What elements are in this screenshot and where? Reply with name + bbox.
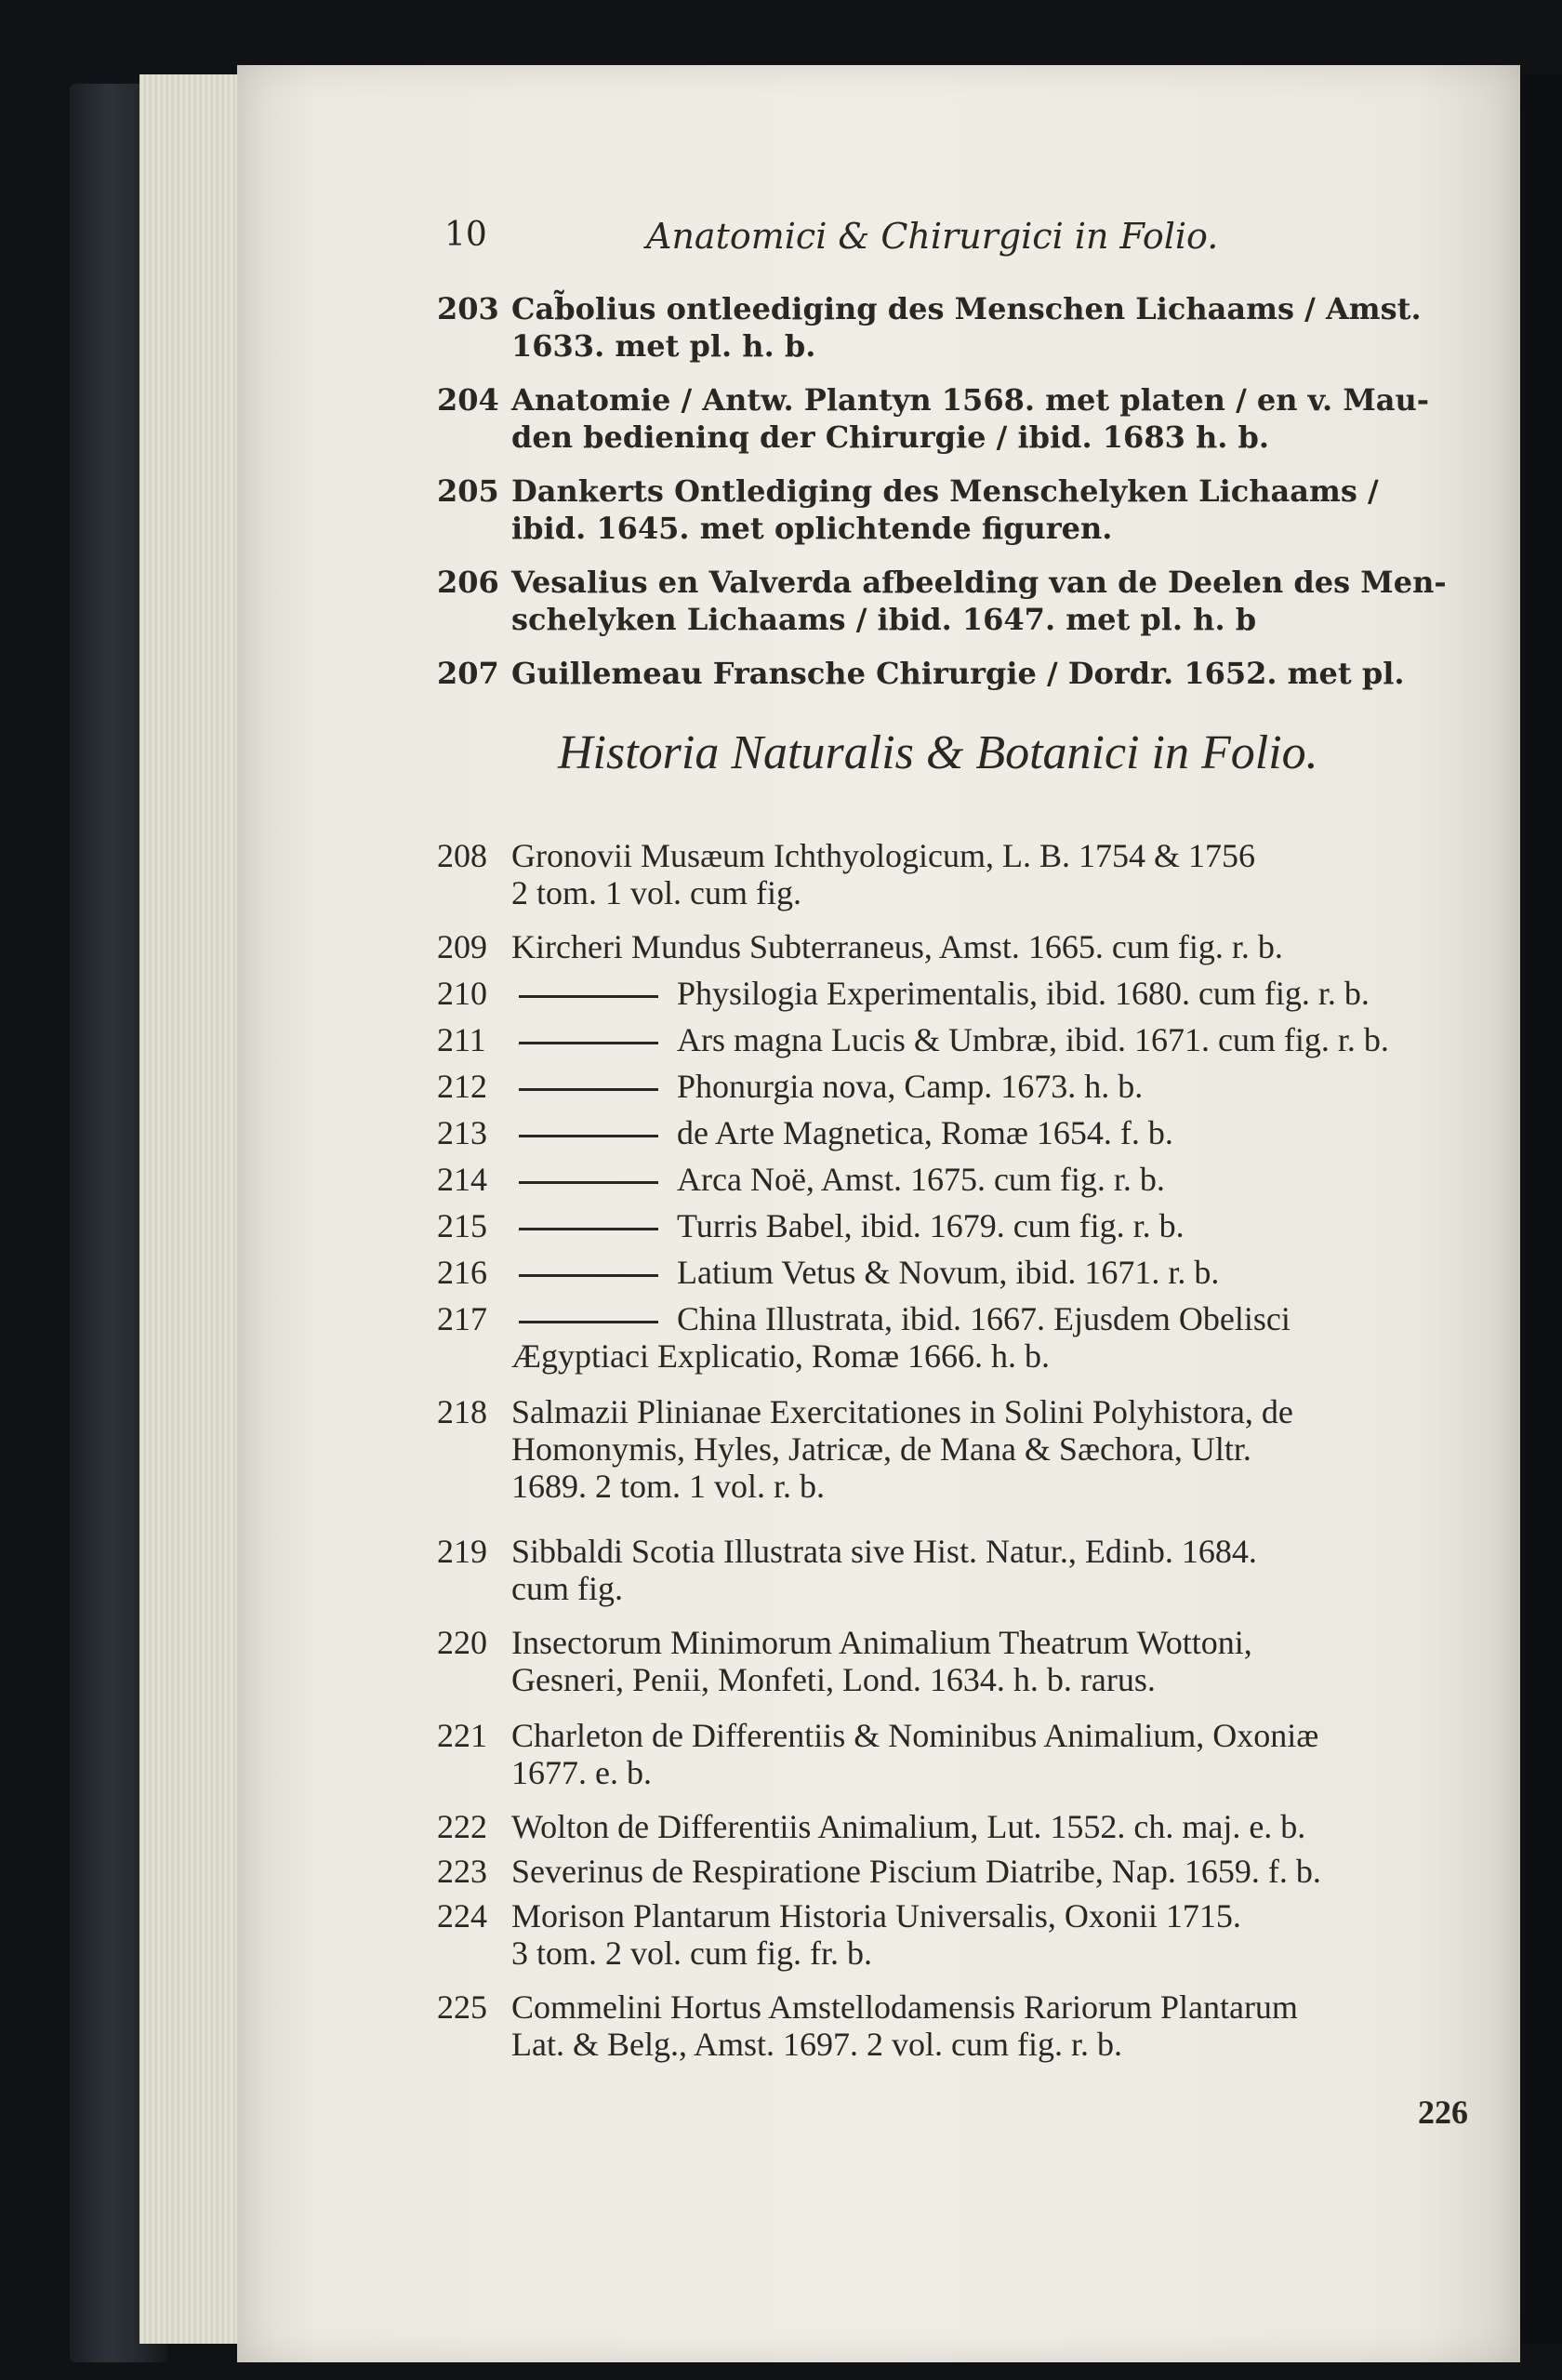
entry-line-text: China Illustrata, ibid. 1667. Ejusdem Obelisci: [677, 1300, 1291, 1337]
ditto-dash: [519, 1088, 658, 1091]
entry-number: 224: [437, 1897, 487, 1935]
entry-line: Severinus de Respiratione Piscium Diatribe, Nap. 1659. f. b.: [511, 1853, 1321, 1890]
entry-line: ibid. 1645. met oplichtende figuren.: [511, 511, 1113, 546]
ditto-dash: [519, 995, 658, 998]
entry-line: Cab̃olius ontleediging des Menschen Lichaams / Amst.: [511, 291, 1422, 326]
entry-description: [511, 1808, 1534, 1845]
entry-line: Gronovii Musæum Ichthyologicum, L. B. 1754 & 1756: [511, 837, 1255, 874]
entry-number: 213: [437, 1114, 487, 1151]
entry-description: [511, 655, 1534, 692]
entry-line-text: de Arte Magnetica, Romæ 1654. f. b.: [677, 1114, 1173, 1151]
entry-number: 206: [437, 565, 499, 600]
entry-line: Insectorum Minimorum Animalium Theatrum Wottoni,: [511, 1624, 1252, 1661]
ditto-dash: [519, 1181, 658, 1184]
entry-line: Wolton de Differentiis Animalium, Lut. 1552. ch. maj. e. b.: [511, 1808, 1306, 1845]
ditto-dash: [519, 1274, 658, 1277]
entry-line: [511, 975, 1534, 1012]
entry-line: Commelini Hortus Amstellodamensis Rariorum Plantarum: [511, 1988, 1298, 2026]
ditto-dash: [519, 1135, 658, 1137]
entry-line: Kircheri Mundus Subterraneus, Amst. 1665. cum fig. r. b.: [511, 928, 1283, 965]
entry-line: [511, 1068, 1534, 1105]
entry-line: den bedieninq der Chirurgie / ibid. 1683 h. b.: [511, 419, 1270, 455]
entry-line: Morison Plantarum Historia Universalis, Oxonii 1715.: [511, 1897, 1241, 1935]
page-number: 10: [444, 216, 487, 254]
entry-line: cum fig.: [511, 1570, 623, 1607]
entry-number: 203: [437, 291, 499, 326]
entry-description: [511, 1300, 1534, 1375]
entry-description: [511, 564, 1534, 638]
entry-description: [511, 1853, 1534, 1890]
ditto-dash: [519, 1228, 658, 1230]
entry-number: 214: [437, 1161, 487, 1198]
entry-line: Gesneri, Penii, Monfeti, Lond. 1634. h. b. rarus.: [511, 1661, 1156, 1698]
entry-number: 222: [437, 1808, 487, 1845]
entry-line: Homonymis, Hyles, Jatricæ, de Mana & Sæchora, Ultr.: [511, 1430, 1251, 1468]
entry-line-text: Latium Vetus & Novum, ibid. 1671. r. b.: [677, 1254, 1220, 1291]
entry-description: [511, 1624, 1534, 1698]
entry-number: 211: [437, 1021, 486, 1058]
entry-description: [511, 1207, 1534, 1244]
entry-number: 210: [437, 975, 487, 1012]
entry-line: Ægyptiaci Explicatio, Romæ 1666. h. b.: [511, 1337, 1050, 1375]
entry-number: 207: [437, 656, 499, 691]
entry-description: [511, 472, 1534, 547]
ditto-dash: [519, 1042, 658, 1044]
entry-line: Lat. & Belg., Amst. 1697. 2 vol. cum fig. r. b.: [511, 2026, 1122, 2063]
catchword: 226: [1418, 2094, 1468, 2131]
entry-number: 225: [437, 1988, 487, 2026]
entry-line: Guillemeau Fransche Chirurgie / Dordr. 1652. met pl.: [511, 656, 1405, 691]
entry-description: [511, 1068, 1534, 1105]
entry-line: Salmazii Plinianae Exercitationes in Solini Polyhistora, de: [511, 1393, 1293, 1430]
entry-line: [511, 1207, 1534, 1244]
entry-description: [511, 1021, 1534, 1058]
entry-line: [511, 1021, 1534, 1058]
entry-line: Anatomie / Antw. Plantyn 1568. met platen / en v. Mau-: [511, 382, 1430, 418]
entry-line: 1689. 2 tom. 1 vol. r. b.: [511, 1468, 826, 1505]
entry-description: [511, 1533, 1534, 1607]
entry-line: [511, 1114, 1534, 1151]
entry-description: [511, 290, 1534, 365]
entry-number: 217: [437, 1300, 487, 1337]
entry-description: [511, 1161, 1534, 1198]
entry-number: 209: [437, 928, 487, 965]
entry-number: 215: [437, 1207, 487, 1244]
entry-number: 208: [437, 837, 487, 874]
entry-description: [511, 1988, 1534, 2063]
entry-line-text: Turris Babel, ibid. 1679. cum fig. r. b.: [677, 1207, 1185, 1244]
entry-description: [511, 1717, 1534, 1791]
entry-description: [511, 975, 1534, 1012]
ditto-dash: [519, 1321, 658, 1323]
entry-description: [511, 1897, 1534, 1972]
entry-number: 221: [437, 1717, 487, 1754]
entry-line: Vesalius en Valverda afbeelding van de Deelen des Men-: [511, 565, 1447, 600]
entry-number: 218: [437, 1393, 487, 1430]
entry-line: [511, 1300, 1534, 1337]
entry-number: 212: [437, 1068, 487, 1105]
entry-line: 3 tom. 2 vol. cum fig. fr. b.: [511, 1935, 872, 1972]
entry-description: [511, 1254, 1534, 1291]
entry-line: [511, 1254, 1534, 1291]
entry-line: 1677. e. b.: [511, 1754, 652, 1791]
entry-line: 2 tom. 1 vol. cum fig.: [511, 874, 801, 911]
entry-number: 205: [437, 473, 499, 509]
running-header: Anatomici & Chirurgici in Folio.: [646, 216, 1219, 257]
entry-line: schelyken Lichaams / ibid. 1647. met pl. h. b: [511, 602, 1257, 637]
entry-line: [511, 1161, 1534, 1198]
entry-line: Charleton de Differentiis & Nominibus Animalium, Oxoniæ: [511, 1717, 1319, 1754]
entry-number: 219: [437, 1533, 487, 1570]
entry-line-text: Arca Noë, Amst. 1675. cum fig. r. b.: [677, 1161, 1165, 1198]
entry-description: [511, 1393, 1534, 1505]
entry-line-text: Physilogia Experimentalis, ibid. 1680. cum fig. r. b.: [677, 975, 1370, 1012]
entry-number: 204: [437, 382, 499, 418]
entry-number: 223: [437, 1853, 487, 1890]
entry-description: [511, 381, 1534, 456]
entry-description: [511, 928, 1534, 965]
entry-description: [511, 1114, 1534, 1151]
entry-number: 220: [437, 1624, 487, 1661]
entry-line: 1633. met pl. h. b.: [511, 328, 816, 364]
entry-line-text: Ars magna Lucis & Umbræ, ibid. 1671. cum fig. r. b.: [677, 1021, 1389, 1058]
entry-description: [511, 837, 1534, 911]
entry-line: Dankerts Ontlediging des Menschelyken Lichaams /: [511, 473, 1379, 509]
entry-number: 216: [437, 1254, 487, 1291]
entry-line: Sibbaldi Scotia Illustrata sive Hist. Natur., Edinb. 1684.: [511, 1533, 1257, 1570]
section-heading: Historia Naturalis & Botanici in Folio.: [558, 726, 1318, 779]
entry-line-text: Phonurgia nova, Camp. 1673. h. b.: [677, 1068, 1144, 1105]
